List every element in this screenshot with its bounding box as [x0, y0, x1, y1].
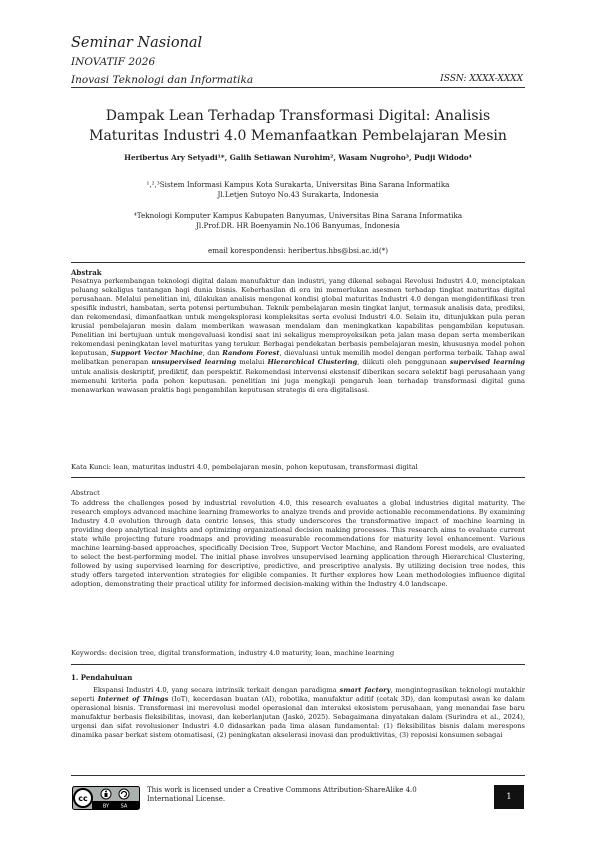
header-rule [71, 87, 525, 88]
abstrak-heading: Abstrak [71, 268, 102, 277]
term-smart-factory: smart factory [339, 686, 391, 695]
sa-label: SA [120, 803, 128, 810]
abstract-heading: Abstract [71, 489, 100, 497]
affiliation-2-line-1: ⁴Teknologi Komputer Kampus Kabupaten Banyumas, Universitas Bina Sarana Informatika [133, 211, 463, 220]
term-hierarchical-clustering: Hierarchical Clustering [267, 358, 358, 367]
author-list: Heribertus Ary Setyadi¹*, Galih Setiawan Nurohim², Wasam Nugroho³, Pudji Widodo⁴ [124, 153, 472, 162]
keywords-value: decision tree, digital transformation, industry 4.0 maturity, lean, machine learning [109, 649, 395, 657]
cc-by-sa-license-icon [72, 786, 140, 810]
paper-title [71, 106, 525, 146]
by-label: BY [102, 803, 110, 810]
term-iot: Internet of Things [97, 695, 169, 704]
affiliation-1-line-1: ¹,²,³Sistem Informasi Kampus Kota Surakarta, Universitas Bina Sarana Informatika [146, 180, 450, 189]
license-notice [147, 786, 447, 804]
conference-theme: Inovasi Teknologi dan Informatika [71, 74, 254, 86]
abstract-body: To address the challenges posed by industrial revolution 4.0, this research evaluates a global industries digital maturity. The research employs advanced machine learning frameworks to analyze trends and provide actionable recommendations. By examining Industry 4.0 evolution through data centric lenses, this study underscores the transformative impact of machine learning in providing deep analytical insights and optimizing organizational decision making processes. This research aims to evaluate current state while projecting future roadmaps and providing measurable recommendations for maturity level enhancement. Various machine learning-based approaches, specifically Decision Tree, Support Vector Machine, and Random Forest models, are evaluated to select the best-performing model. The initial phase involves unsupervised learning application through Hierarchical Clustering, followed by using supervised learning for descriptive, predictive, and prescriptive analysis. By utilizing decision tree nodes, this study offers targeted intervention strategies for eligible companies. It further explores how Lean methodologies influence digital adoption, demonstrating their practical utility for informed decision-making within the Industry 4.0 landscape. [71, 499, 525, 589]
footer-rule [71, 775, 525, 776]
correspondence-email: email korespondensi: heribertus.hbs@bsi.ac.id(*) [207, 246, 389, 255]
page-number: 1 [494, 785, 524, 809]
affiliation-2-line-2: Jl.Prof.DR. HR Boenyamin No.106 Banyumas, Indonesia [196, 221, 400, 230]
abstract-mid-rule [71, 477, 525, 478]
conference-name: Seminar Nasional [71, 35, 203, 51]
abstrak-section [71, 268, 525, 395]
title-line-1: Dampak Lean Terhadap Transformasi Digital: Analisis [105, 108, 491, 124]
keywords-label: Keywords: [71, 649, 108, 657]
abstract-top-rule [71, 262, 525, 263]
issn-label: ISSN: XXXX-XXXX [440, 74, 523, 84]
event-name: INOVATIF 2026 [71, 56, 156, 68]
abstrak-body: Pesatnya perkembangan teknologi digital dalam manufaktur dan industri, yang dikenal sebagai Revolusi Industri 4.0, menciptakan peluang sekaligus tantangan bagi dunia bisnis. Keberhasilan di era ini memerlukan asesmen terhadap tingkat maturitas digital perusahaan. Melalui penelitian ini, dilakukan analisis mengenai kondisi global maturitas Industri 4.0 dengan mengidentifikasi tren spesifik industri, hambatan, serta potensi pertumbuhan. Teknik pembelajaran mesin tingkat lanjut, termasuk analisis data, prediksi, dan rekomendasi, dimanfaatkan untuk mengeksplorasi kompleksitas serta evolusi Industri 4.0. Selain itu, ditunjukkan pula peran krusial pembelajaran mesin dalam memberikan wawasan mendalam dan meningkatkan kapabilitas pengambilan keputusan. Penelitian ini bertujuan untuk mengevaluasi kondisi saat ini sekaligus memproyeksikan peta jalan masa depan serta memberikan rekomendasi peningkatan level maturitas yang terukur. Berbagai pendekatan berbasis pembelajaran mesin, khususnya model pohon keputusan, Support Vector Machine, dan Random Forest, dievaluasi untuk memilih model dengan performa terbaik. Tahap awal melibatkan penerapan unsupervised learning melalui Hierarchical Clustering, diikuti oleh penggunaan supervised learning untuk analisis deskriptif, prediktif, dan perspektif. Rekomendasi intervensi ekstensif diberikan secara selektif bagi perusahaan yang memenuhi kriteria pada pohon keputusan. penelitian ini juga mengkaji pengaruh lean terhadap transformasi digital guna menawarkan wawasan praktis bagi pengambilan keputusan strategis di era digitalisasi. [71, 277, 526, 394]
term-supervised: supervised learning [449, 358, 525, 367]
introduction-heading: 1. Pendahuluan [71, 673, 133, 682]
introduction-body: Ekspansi Industri 4.0, yang secara intrinsik terkait dengan paradigma smart factory, mengintegrasikan teknologi mutakhir seperti Internet of Things (IoT), kecerdasan buatan (AI), robotika, manufaktur aditif (cetak 3D), dan komputasi awan ke dalam operasional bisnis. Transformasi ini merevolusi model operasional dan interaksi ekosistem perusahaan, yang menandai fase baru manufaktur berbasis fleksibilitas, inovasi, dan keberlanjutan (Jaskó, 2025). Sebagaimana dinyatakan dalam (Surindra et al., 2024), urgensi dan sifat revolusioner Industri 4.0 didasarkan pada lima alasan fundamental: (1) fleksibilitas bisnis dalam merespons dinamika pasar berkat sistem otomatisasi, (2) peningkatan akselerasi inovasi dan produktivitas, (3) reposisi konsumen sebagai [71, 686, 525, 740]
affiliation-1-line-2: Jl.Letjen Sutoyo No.43 Surakarta, Indonesia [217, 190, 379, 199]
term-svm: Support Vector Machine [110, 349, 203, 358]
kata-kunci-label: Kata Kunci: [71, 463, 112, 471]
term-random-forest: Random Forest [222, 349, 280, 358]
term-unsupervised: unsupervised learning [151, 358, 237, 367]
license-line-2[interactable]: International License. [147, 795, 226, 803]
abstract-section [71, 489, 525, 590]
abstract-bottom-rule [71, 664, 525, 665]
keywords-line [71, 649, 394, 657]
license-line-1[interactable]: This work is licensed under a Creative Commons Attribution-ShareAlike 4.0 [147, 786, 417, 794]
title-line-2: Maturitas Industri 4.0 Memanfaatkan Pembelajaran Mesin [89, 128, 507, 144]
kata-kunci-line [71, 463, 418, 471]
cc-logo-text: cc [78, 794, 88, 803]
kata-kunci-value: lean, maturitas industri 4.0, pembelajaran mesin, pohon keputusan, transformasi digital [113, 463, 418, 471]
introduction-section [71, 673, 525, 740]
